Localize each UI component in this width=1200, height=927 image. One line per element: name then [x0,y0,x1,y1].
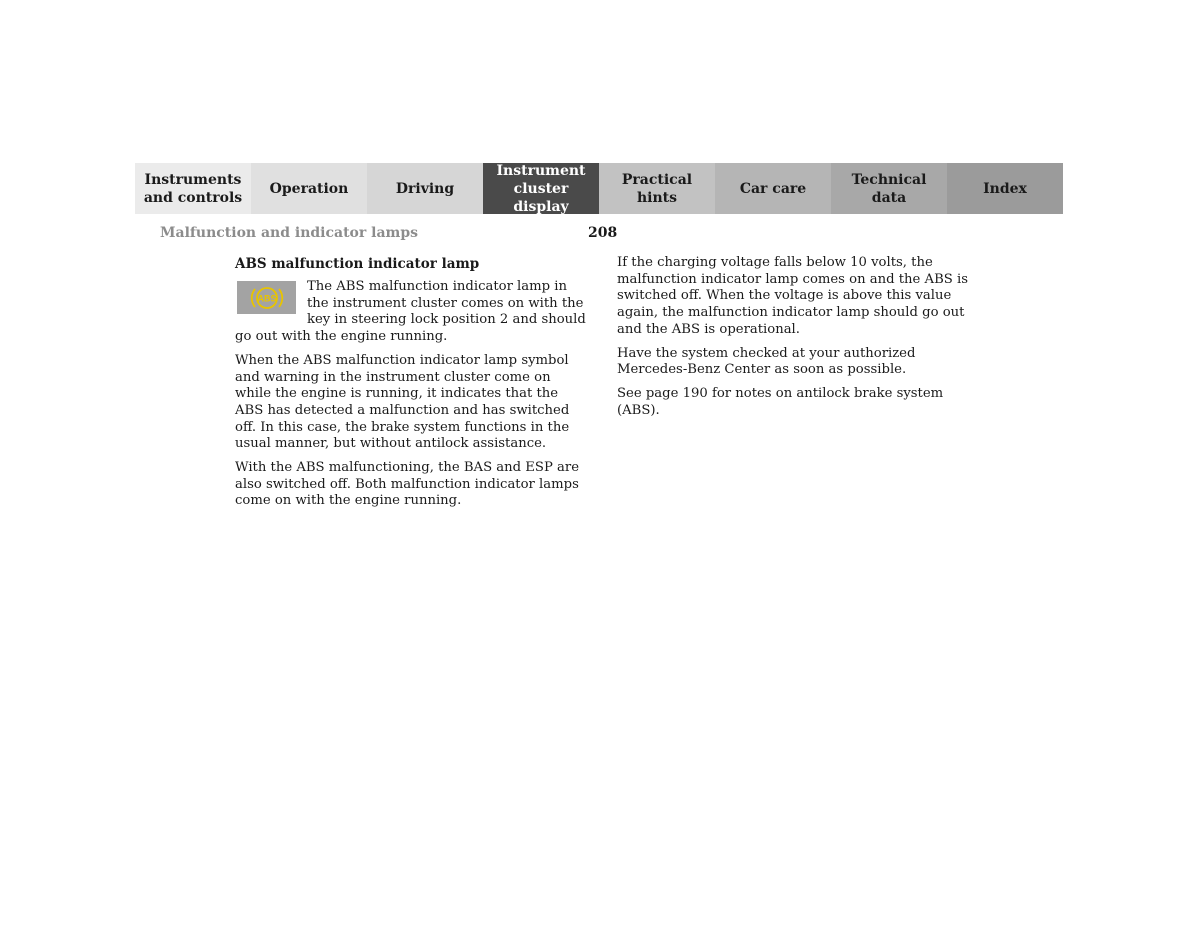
tab-driving[interactable] [367,163,483,214]
paragraph: With the ABS malfunctioning, the BAS and ESP are also switched off. Both malfunction indicator lamps come on with the engine running. [235,460,579,509]
tab-index[interactable] [947,163,1063,214]
tab-label: Instruments and controls [143,171,243,206]
tab-instruments-and-controls[interactable] [135,163,251,214]
tab-operation[interactable] [251,163,367,214]
tab-car-care[interactable] [715,163,831,214]
tab-label: Technical data [851,171,927,206]
abs-symbol-text: ABS [256,293,277,303]
tab-practical-hints[interactable] [599,163,715,214]
tab-label: Operation [269,180,349,197]
paragraph: Have the system checked at your authorized Mercedes-Benz Center as soon as possible. [617,345,916,378]
paragraph: When the ABS malfunction indicator lamp symbol and warning in the instrument cluster come on while the engine is running, it indicates that the ABS has detected a malfunction and has switched off. In this case, the brake system functions in the usual manner, but without antilock assistance. [235,352,570,452]
paragraph: The ABS malfunction indicator lamp in the instrument cluster comes on with the key in steering lock position 2 and should go out with the engine running. [235,279,586,345]
abs-warning-lamp-icon [237,281,296,314]
tab-label: Practical hints [621,171,693,206]
tab-label: Car care [739,180,807,197]
tab-label: Index [983,180,1027,197]
paragraph: If the charging voltage falls below 10 volts, the malfunction indicator lamp comes on and the ABS is switched off. When the voltage is above this value again, the malfunction indicator lamp should go out and the ABS is operational. [617,255,968,337]
tab-technical-data[interactable] [831,163,947,214]
paragraph: See page 190 for notes on antilock brake system (ABS). [617,385,944,418]
tab-label: Instrument cluster display [496,162,586,215]
chapter-tab-bar [135,163,1063,214]
left-column [235,255,587,517]
section-title: Malfunction and indicator lamps [160,225,419,241]
tab-label: Driving [395,180,455,197]
abs-symbol-svg [247,283,287,313]
page-number: 208 [588,225,618,241]
tab-instrument-cluster-display[interactable] [483,163,599,214]
abs-heading: ABS malfunction indicator lamp [235,256,480,272]
right-column [617,255,969,426]
